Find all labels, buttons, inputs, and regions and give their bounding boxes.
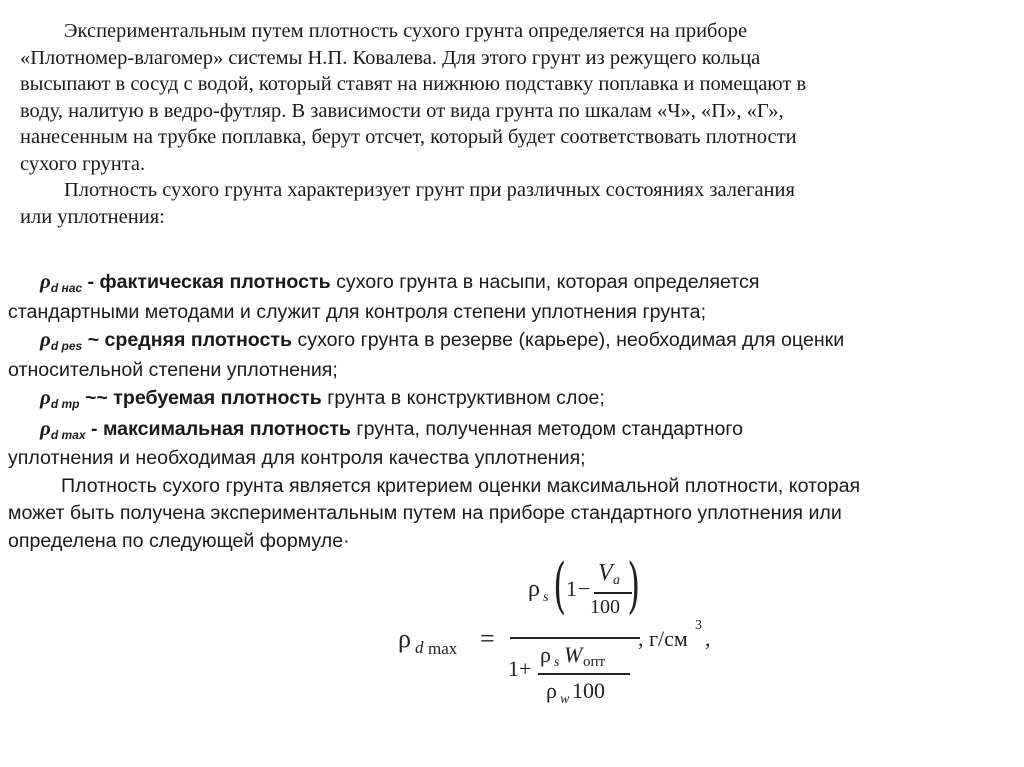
subscript: d max: [50, 427, 86, 442]
text-line: высыпают в сосуд с водой, который ставят на нижнюю подставку поплавка и помещают в: [20, 73, 807, 95]
rho-symbol: ρ: [40, 415, 51, 440]
text-line: определена по следующей формуле·: [8, 529, 350, 552]
definition-line: относительной степени уплотнения;: [8, 358, 338, 381]
left-paren: (: [553, 551, 567, 621]
paragraph-2: [20, 177, 1010, 230]
numerator-rho-sub: s: [543, 590, 549, 605]
denominator-rho: ρ: [540, 642, 551, 667]
va-symbol: V: [598, 560, 613, 586]
right-paren: ): [627, 551, 641, 621]
separator: -: [85, 417, 103, 440]
definition-line: стандартными методами и служит для контроля степени уплотнения грунта;: [8, 300, 707, 323]
text-line: Плотность сухого грунта является критерием оценки максимальной плотности, которая: [61, 474, 861, 497]
rho-symbol: ρ: [40, 269, 51, 293]
numerator-minus: −: [578, 576, 591, 601]
definition-line: [8, 384, 1013, 415]
subscript: d тр: [50, 397, 80, 411]
term: требуемая плотность: [113, 387, 322, 409]
main-text: [20, 18, 1010, 230]
lhs-subscript-d: d: [415, 638, 424, 657]
definition-item: [8, 415, 1013, 473]
definition-text: грунта, полученная методом стандартного: [350, 417, 743, 440]
numerator-rho: ρ: [528, 576, 540, 602]
subscript: d нас: [50, 281, 83, 295]
lhs-subscript: max: [428, 639, 458, 658]
text-line: [20, 177, 1010, 204]
va-subscript: a: [613, 573, 620, 588]
denominator-hundred: 100: [572, 678, 605, 703]
term: фактическая плотность: [99, 271, 331, 293]
text-line: сухого грунта.: [20, 152, 146, 175]
equals-sign: =: [480, 624, 495, 653]
term: максимальная плотность: [102, 417, 351, 440]
term: средняя плотность: [104, 329, 293, 351]
denominator-rho-w: ρ: [546, 678, 557, 703]
denominator-rho-w-sub: w: [560, 692, 570, 707]
line: Плотность сухого грунта характеризует грунт при различных состояниях залегания: [64, 179, 795, 201]
definition-text: сухого грунта в резерве (карьере), необходимая для оценки: [292, 329, 845, 351]
inner-hundred: 100: [590, 596, 620, 618]
separator: ~~: [79, 387, 114, 409]
definition-text: грунта в конструктивном слое;: [321, 387, 605, 409]
trailing-comma: ,: [705, 626, 711, 651]
main-fraction-bar: [510, 637, 640, 639]
subscript: d pes: [50, 339, 83, 353]
definition-line: уплотнения и необходимая для контроля качества уплотнения;: [8, 447, 586, 469]
text-line: нанесенным на трубке поплавка, берут отсчет, который будет соответствовать плотности: [20, 126, 797, 148]
paragraph-3: [8, 473, 1013, 556]
definition-line: [8, 268, 1013, 299]
line: Экспериментальным путем плотность сухого грунта определяется на приборе: [64, 20, 748, 42]
text-line: воду, налитую в ведро-футляр. В зависимости от вида грунта по шкалам «Ч», «П», «Г»,: [20, 99, 784, 122]
rho-symbol: ρ: [40, 385, 51, 409]
units: , г/см: [638, 626, 688, 651]
definition-item: [8, 268, 1013, 326]
numerator-one: 1: [566, 576, 577, 601]
text-line: или уплотнения:: [20, 205, 165, 228]
definition-line: [8, 326, 1013, 357]
definition-item: [8, 384, 1013, 415]
text-line: может быть получена экспериментальным путем на приборе стандартного уплотнения или: [8, 502, 842, 524]
separator: ~: [82, 329, 105, 351]
separator: -: [82, 271, 100, 293]
paragraph-1: [20, 18, 1010, 177]
lhs-rho: ρ: [398, 624, 411, 653]
definition-line: [8, 415, 1013, 446]
w-subscript: опт: [583, 654, 606, 670]
density-formula: [398, 551, 738, 720]
text-line: «Плотномер-влагомер» системы Н.П. Ковалева. Для этого грунт из режущего кольца: [20, 46, 761, 69]
rho-symbol: ρ: [40, 327, 51, 351]
definitions-list: [8, 268, 1013, 555]
definition-item: [8, 326, 1013, 384]
w-symbol: W: [564, 642, 583, 667]
definition-text: сухого грунта в насыпи, которая определяется: [330, 271, 760, 293]
text-line: [20, 18, 1010, 45]
denominator-rho-sub: s: [554, 655, 560, 670]
denominator-one-plus: 1+: [508, 656, 532, 681]
units-superscript: 3: [695, 618, 702, 633]
denominator-fraction-bar: [538, 673, 630, 675]
